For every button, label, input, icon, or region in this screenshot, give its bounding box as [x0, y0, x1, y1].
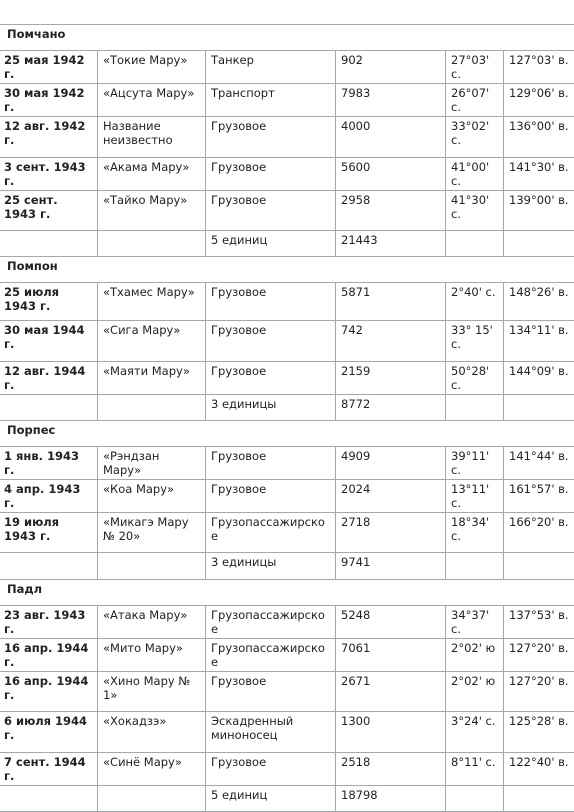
- tonnage-cell: 2518: [336, 753, 446, 786]
- table-row: [0, 753, 574, 786]
- longitude-cell: 137°53' в.: [504, 606, 574, 639]
- latitude-cell: 26°07' с.: [446, 84, 504, 117]
- tonnage-cell: 4909: [336, 447, 446, 480]
- date-cell: 16 апр. 1944 г.: [0, 672, 98, 712]
- longitude-cell: 144°09' в.: [504, 362, 574, 395]
- latitude-cell: 13°11' с.: [446, 480, 504, 513]
- ship-name-cell: «Синё Мару»: [98, 753, 206, 786]
- ship-type-cell: Грузопассажирское: [206, 606, 336, 639]
- ship-type-cell: Грузовое: [206, 753, 336, 786]
- longitude-cell: 129°06' в.: [504, 84, 574, 117]
- total-units-cell: 5 единиц: [206, 786, 336, 812]
- ship-name-cell: «Хино Мару № 1»: [98, 672, 206, 712]
- ship-name-cell: «Маяти Мару»: [98, 362, 206, 395]
- ship-name-cell: «Коа Мару»: [98, 480, 206, 513]
- tonnage-cell: 902: [336, 51, 446, 84]
- tonnage-cell: 2718: [336, 513, 446, 553]
- total-tonnage-cell: 21443: [336, 231, 446, 257]
- ship-type-cell: Грузовое: [206, 362, 336, 395]
- ship-type-cell: Грузовое: [206, 117, 336, 158]
- longitude-cell: 127°03' в.: [504, 51, 574, 84]
- group-header-row: [0, 580, 574, 606]
- tonnage-cell: 7983: [336, 84, 446, 117]
- ship-type-cell: Грузовое: [206, 283, 336, 321]
- ship-type-cell: Транспорт: [206, 84, 336, 117]
- total-tonnage-cell: 9741: [336, 553, 446, 580]
- tonnage-cell: 7061: [336, 639, 446, 672]
- date-cell: 25 мая 1942 г.: [0, 51, 98, 84]
- placeholder-row: [0, 0, 574, 25]
- date-cell: 3 сент. 1943 г.: [0, 158, 98, 191]
- ship-name-cell: «Акама Мару»: [98, 158, 206, 191]
- latitude-cell: 18°34' с.: [446, 513, 504, 553]
- ship-name-cell: «Ацсута Мару»: [98, 84, 206, 117]
- latitude-cell: 2°40' с.: [446, 283, 504, 321]
- date-cell: 25 сент. 1943 г.: [0, 191, 98, 231]
- longitude-cell: 134°11' в.: [504, 321, 574, 362]
- latitude-cell: 3°24' с.: [446, 712, 504, 753]
- date-cell: 25 июля 1943 г.: [0, 283, 98, 321]
- date-cell: 16 апр. 1944 г.: [0, 639, 98, 672]
- table-row: [0, 158, 574, 191]
- group-total-row: [0, 395, 574, 421]
- longitude-cell: 139°00' в.: [504, 191, 574, 231]
- table-row: [0, 191, 574, 231]
- tonnage-cell: 5871: [336, 283, 446, 321]
- latitude-cell: 34°37' с.: [446, 606, 504, 639]
- group-total-row: [0, 786, 574, 812]
- table-row: [0, 513, 574, 553]
- table-row: [0, 480, 574, 513]
- table-row: [0, 84, 574, 117]
- ship-type-cell: Грузовое: [206, 672, 336, 712]
- longitude-cell: 148°26' в.: [504, 283, 574, 321]
- ship-name-cell: «Атака Мару»: [98, 606, 206, 639]
- longitude-cell: 125°28' в.: [504, 712, 574, 753]
- ship-type-cell: Грузопассажирское: [206, 513, 336, 553]
- tonnage-cell: 5600: [336, 158, 446, 191]
- total-units-cell: 3 единицы: [206, 395, 336, 421]
- latitude-cell: 2°02' ю: [446, 672, 504, 712]
- tonnage-cell: 5248: [336, 606, 446, 639]
- longitude-cell: 127°20' в.: [504, 639, 574, 672]
- group-header-row: [0, 25, 574, 51]
- table-row: [0, 51, 574, 84]
- ship-name-cell: «Хокадзэ»: [98, 712, 206, 753]
- ship-type-cell: Грузовое: [206, 321, 336, 362]
- ship-type-cell: Эскадренный миноносец: [206, 712, 336, 753]
- ship-name-cell: «Токие Мару»: [98, 51, 206, 84]
- tonnage-cell: 2958: [336, 191, 446, 231]
- table-row: [0, 639, 574, 672]
- table-row: [0, 606, 574, 639]
- date-cell: 4 апр. 1943 г.: [0, 480, 98, 513]
- ship-name-cell: «Сига Мару»: [98, 321, 206, 362]
- total-units-cell: 3 единицы: [206, 553, 336, 580]
- date-cell: 12 авг. 1944 г.: [0, 362, 98, 395]
- longitude-cell: 166°20' в.: [504, 513, 574, 553]
- ship-type-cell: Грузовое: [206, 158, 336, 191]
- latitude-cell: 33°02' с.: [446, 117, 504, 158]
- date-cell: 23 авг. 1943 г.: [0, 606, 98, 639]
- date-cell: 30 мая 1942 г.: [0, 84, 98, 117]
- tonnage-cell: 2671: [336, 672, 446, 712]
- latitude-cell: 33° 15' с.: [446, 321, 504, 362]
- ship-name-cell: Название неизвестно: [98, 117, 206, 158]
- ship-name-cell: «Рэндзан Мару»: [98, 447, 206, 480]
- tonnage-cell: 742: [336, 321, 446, 362]
- submarine-name: Порпес: [0, 421, 574, 447]
- longitude-cell: 161°57' в.: [504, 480, 574, 513]
- group-total-row: [0, 553, 574, 580]
- total-units-cell: 5 единиц: [206, 231, 336, 257]
- total-tonnage-cell: 8772: [336, 395, 446, 421]
- latitude-cell: 2°02' ю: [446, 639, 504, 672]
- date-cell: 7 сент. 1944 г.: [0, 753, 98, 786]
- ship-type-cell: Грузопассажирское: [206, 639, 336, 672]
- table-row: [0, 362, 574, 395]
- latitude-cell: 41°30' с.: [446, 191, 504, 231]
- latitude-cell: 50°28' с.: [446, 362, 504, 395]
- longitude-cell: 136°00' в.: [504, 117, 574, 158]
- longitude-cell: 141°30' в.: [504, 158, 574, 191]
- ship-name-cell: «Тайко Мару»: [98, 191, 206, 231]
- tonnage-cell: 2024: [336, 480, 446, 513]
- submarine-name: Падл: [0, 580, 574, 606]
- longitude-cell: 141°44' в.: [504, 447, 574, 480]
- date-cell: 19 июля 1943 г.: [0, 513, 98, 553]
- table-row: [0, 321, 574, 362]
- latitude-cell: 27°03' с.: [446, 51, 504, 84]
- table-row: [0, 712, 574, 753]
- ship-type-cell: Грузовое: [206, 191, 336, 231]
- table-row: [0, 117, 574, 158]
- ship-type-cell: Грузовое: [206, 480, 336, 513]
- table-row: [0, 672, 574, 712]
- group-total-row: [0, 231, 574, 257]
- submarine-name: Помчано: [0, 25, 574, 51]
- latitude-cell: 8°11' с.: [446, 753, 504, 786]
- ship-name-cell: «Мито Мару»: [98, 639, 206, 672]
- group-header-row: [0, 421, 574, 447]
- longitude-cell: 127°20' в.: [504, 672, 574, 712]
- table-row: [0, 447, 574, 480]
- date-cell: 6 июля 1944 г.: [0, 712, 98, 753]
- tonnage-cell: 1300: [336, 712, 446, 753]
- ship-name-cell: «Микагэ Мару № 20»: [98, 513, 206, 553]
- ship-type-cell: Танкер: [206, 51, 336, 84]
- date-cell: 1 янв. 1943 г.: [0, 447, 98, 480]
- date-cell: 12 авг. 1942 г.: [0, 117, 98, 158]
- ship-type-cell: Грузовое: [206, 447, 336, 480]
- table-row: [0, 283, 574, 321]
- date-cell: 30 мая 1944 г.: [0, 321, 98, 362]
- submarine-name: Помпон: [0, 257, 574, 283]
- group-header-row: [0, 257, 574, 283]
- latitude-cell: 41°00' с.: [446, 158, 504, 191]
- latitude-cell: 39°11' с.: [446, 447, 504, 480]
- tonnage-cell: 2159: [336, 362, 446, 395]
- total-tonnage-cell: 18798: [336, 786, 446, 812]
- longitude-cell: 122°40' в.: [504, 753, 574, 786]
- tonnage-cell: 4000: [336, 117, 446, 158]
- ship-name-cell: «Тхамес Мару»: [98, 283, 206, 321]
